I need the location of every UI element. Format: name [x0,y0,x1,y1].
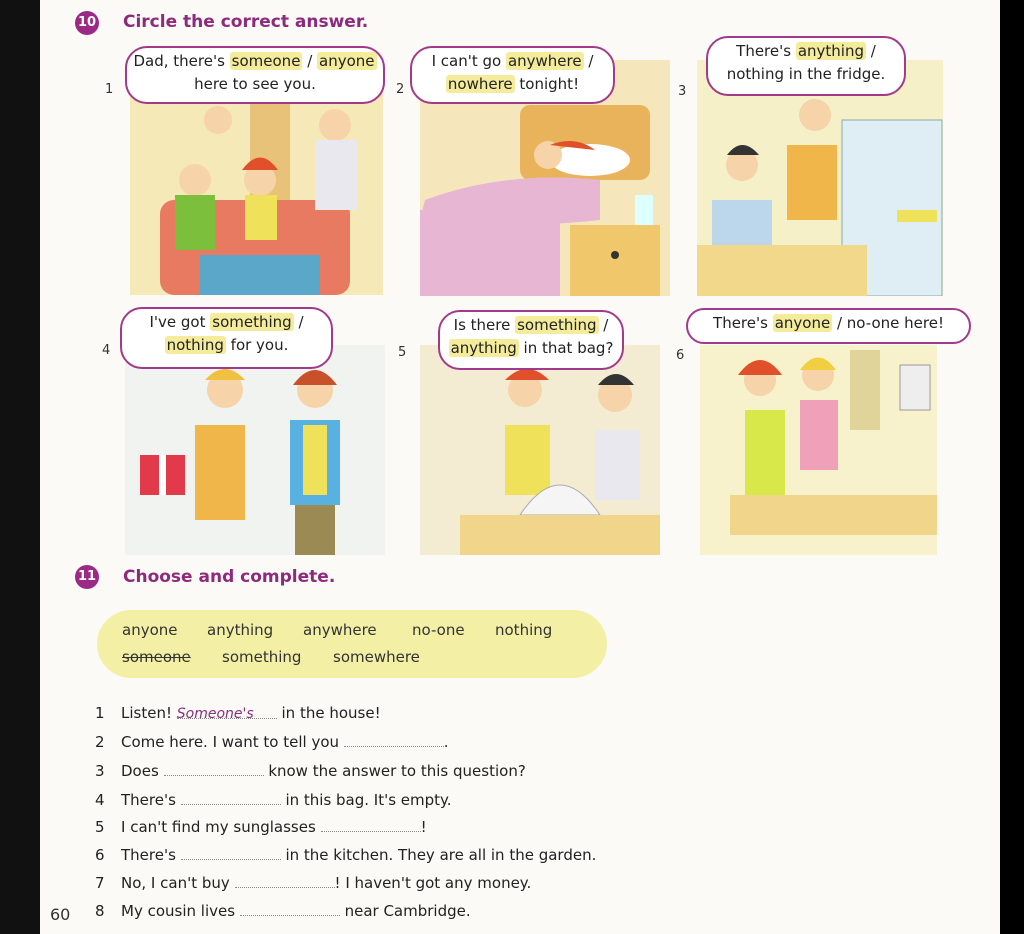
answer-blank[interactable] [321,819,421,832]
panel-2-option-1[interactable]: anywhere [507,52,582,70]
sentence-text: in the kitchen. They are all in the garden. [280,846,597,864]
panel-5-illustration [420,345,660,555]
word-bank-item: somewhere [333,648,420,666]
panel-6-option-1[interactable]: anyone [774,314,831,332]
panel-4-illustration [125,345,385,555]
panel-1-option-1[interactable]: someone [231,52,301,70]
exercise-10-number: 10 [75,11,99,35]
classroom-scene-icon [700,345,937,555]
sentence-4 [95,791,452,809]
sentence-text: No, I can't buy [121,874,235,892]
panel-5-separator: / [598,316,609,334]
panel-5-number: 5 [398,345,407,360]
sentence-text: know the answer to this question? [263,762,526,780]
panel-1-separator: / [302,52,318,70]
exercise-11-title: Choose and complete. [123,567,336,587]
word-bank-item: anything [207,621,274,639]
sentence-text: ! I haven't got any money. [334,874,532,892]
sentence-number: 5 [95,818,105,836]
panel-3-post: in the fridge. [784,65,886,83]
answer-blank[interactable] [164,763,264,776]
sentence-number: 7 [95,874,105,892]
sentence-7 [95,874,531,892]
panel-3-option-1[interactable]: anything [797,42,864,60]
gift-scene-icon [125,345,385,555]
living-room-scene-icon [130,80,383,295]
exercise-10-title: Circle the correct answer. [123,12,369,32]
panel-4-option-2[interactable]: nothing [166,336,224,354]
answer-blank[interactable] [240,903,340,916]
panel-1-post: here to see you. [194,75,316,93]
sentence-text: near Cambridge. [339,902,471,920]
word-bank-item: anywhere [303,621,377,639]
sentence-number: 6 [95,846,105,864]
sentence-5 [95,818,427,836]
page-number: 60 [50,905,71,924]
panel-1-illustration [130,80,383,295]
sentence-number: 2 [95,733,105,751]
sentence-1 [95,704,381,722]
panel-6-post: here! [899,314,944,332]
sentence-text: There's [121,846,181,864]
panel-2-pre: I can't go [431,52,506,70]
panel-6-pre: There's [713,314,773,332]
panel-1-pre: Dad, there's [133,52,230,70]
sentence-8 [95,902,471,920]
panel-6-separator: / [832,314,847,332]
panel-3-option-2[interactable]: nothing [726,65,785,83]
panel-5-post: in that bag? [518,339,614,357]
panel-2-number: 2 [396,82,405,97]
panel-4-pre: I've got [149,313,211,331]
sentence-number: 4 [95,791,105,809]
panel-6-number: 6 [676,348,685,363]
panel-5-option-1[interactable]: something [517,316,597,334]
sentence-text: Does [121,762,164,780]
panel-4-speech-bubble [120,307,333,369]
panel-5-option-2[interactable]: anything [450,339,517,357]
sentence-number: 1 [95,704,105,722]
word-bank-item: nothing [495,621,553,639]
sentence-text: . [443,733,449,751]
sentence-text: I can't find my sunglasses [121,818,321,836]
sentence-text: There's [121,791,181,809]
panel-2-option-2[interactable]: nowhere [447,75,513,93]
sentence-text: Come here. I want to tell you [121,733,344,751]
panel-3-pre: There's [736,42,796,60]
panel-3-number: 3 [678,84,687,99]
answer-blank[interactable] [235,875,335,888]
bag-scene-icon [420,345,660,555]
sentence-text: in the house! [276,704,381,722]
sentence-2 [95,733,449,751]
word-bank-item: anyone [122,621,178,639]
panel-3-separator: / [866,42,876,60]
panel-2-speech-bubble [410,46,615,104]
panel-1-speech-bubble [125,46,385,104]
panel-2-separator: / [583,52,594,70]
panel-6-option-2[interactable]: no-one [846,314,900,332]
panel-5-pre: Is there [453,316,516,334]
sentence-6 [95,846,596,864]
answer-blank[interactable]: Someone's [177,706,277,719]
panel-3-speech-bubble [706,36,906,96]
word-bank-item-used: someone [122,648,191,666]
panel-1-number: 1 [105,82,114,97]
sentence-text: My cousin lives [121,902,240,920]
sentence-text: Listen! [121,704,177,722]
panel-4-separator: / [293,313,304,331]
word-bank-item: no-one [412,621,465,639]
answer-blank[interactable] [181,847,281,860]
panel-1-option-2[interactable]: anyone [319,52,375,70]
sentence-number: 3 [95,762,105,780]
panel-5-speech-bubble [438,310,624,370]
page-edge [1000,0,1024,934]
panel-4-post: for you. [225,336,289,354]
answer-blank[interactable] [181,792,281,805]
panel-4-number: 4 [102,343,111,358]
sentence-number: 8 [95,902,105,920]
exercise-11-number: 11 [75,565,99,589]
panel-2-post: tonight! [514,75,580,93]
panel-4-option-1[interactable]: something [212,313,292,331]
panel-6-illustration [700,345,937,555]
answer-blank[interactable] [344,734,444,747]
panel-6-speech-bubble [686,308,971,344]
sentence-text: ! [420,818,427,836]
sentence-3 [95,762,526,780]
sentence-text: in this bag. It's empty. [280,791,452,809]
word-bank-item: something [222,648,302,666]
